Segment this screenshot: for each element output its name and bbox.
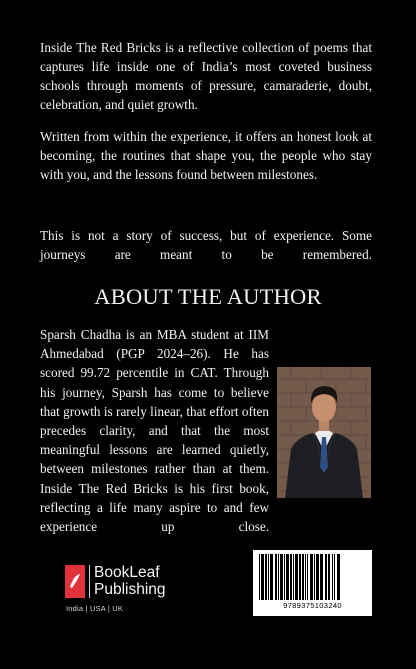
- bookleaf-logo-icon: [65, 565, 85, 598]
- barcode-bar: [290, 554, 292, 600]
- barcode-image: [258, 554, 367, 600]
- barcode-bar: [261, 554, 264, 600]
- barcode-bar: [325, 554, 327, 600]
- publisher-regions: India | USA | UK: [66, 604, 124, 613]
- barcode-bar: [295, 554, 298, 600]
- author-photo: [277, 367, 371, 498]
- isbn-barcode: [253, 550, 372, 616]
- logo-divider: [89, 565, 90, 598]
- author-bio: Sparsh Chadha is an MBA student at IIM Ahmedabad (PGP 2024–26). He has scored 99.72 percentile in CAT. Through his journey, Sparsh has come to believe that growth is rarely linear, that effort often precedes clarity, and that the most meaningful lessons are learned quietly, between milestones rather than at them. Inside The Red Bricks is his first book, reflecting a life many aspire to and few experience up close.: [40, 327, 269, 535]
- about-author-heading: ABOUT THE AUTHOR: [94, 284, 322, 309]
- publisher-name-line2: Publishing: [94, 581, 166, 598]
- author-portrait-image: [277, 367, 371, 498]
- barcode-bar: [293, 554, 294, 600]
- barcode-bar: [284, 554, 285, 600]
- barcode-bar: [307, 554, 308, 600]
- blurb-paragraph-1: Inside The Red Bricks is a reflective collection of poems that captures life inside one of India’s most coveted business schools through moments of pressure, camaraderie, doubt, celebration, and quiet growth.: [40, 40, 372, 112]
- barcode-bar: [337, 554, 340, 600]
- barcode-bar: [334, 554, 335, 600]
- publisher-logo: [65, 563, 175, 613]
- barcode-bar: [275, 554, 277, 600]
- barcode-bar: [316, 554, 319, 600]
- blurb-paragraph-2: Written from within the experience, it offers an honest look at becoming, the routines that shape you, the people who stay with you, and the lessons found between milestones.: [40, 129, 372, 182]
- barcode-bar: [259, 554, 260, 600]
- blurb-paragraph-3: This is not a story of success, but of experience. Some journeys are meant to be remembered.: [40, 228, 372, 262]
- barcode-bar: [280, 554, 283, 600]
- isbn-number: 9789375103240: [283, 601, 342, 610]
- barcode-bar: [268, 554, 269, 600]
- publisher-name-line1: BookLeaf: [94, 564, 160, 581]
- barcode-bar: [310, 554, 313, 600]
- barcode-bar: [302, 554, 304, 600]
- barcode-bar: [332, 554, 333, 600]
- barcode-bar: [305, 554, 306, 600]
- barcode-bar: [299, 554, 301, 600]
- barcode-bar: [286, 554, 289, 600]
- barcode-bar: [270, 554, 273, 600]
- barcode-bar: [314, 554, 315, 600]
- barcode-bar: [320, 554, 323, 600]
- barcode-bar: [278, 554, 279, 600]
- barcode-bar: [328, 554, 330, 600]
- barcode-bar: [265, 554, 267, 600]
